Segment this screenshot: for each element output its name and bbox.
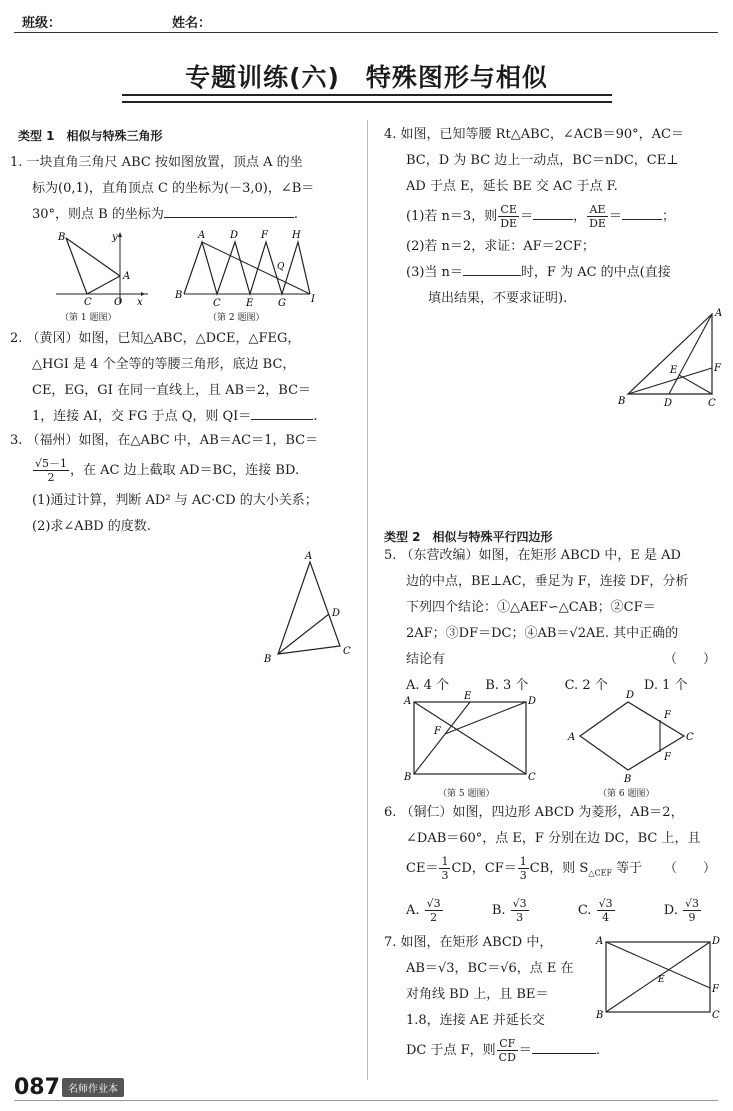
figure-2 [172, 228, 322, 310]
q5-line2: 边的中点，BE⊥AC，垂足为 F，连接 DF，分析 [406, 574, 689, 589]
svg-text:F: F [434, 726, 441, 737]
q4-frac-ae-de: $\frac{AE}{DE}$ [589, 203, 606, 230]
footer-rule [14, 1100, 718, 1101]
q4-sub1-a: (1)若 n＝3，则 [406, 209, 498, 224]
q1-answer-blank[interactable] [164, 203, 294, 218]
q4-answer-blank-2[interactable] [622, 205, 662, 220]
q5-option-a[interactable]: A. 4 个 [406, 678, 450, 693]
q4-eq1: ＝ [520, 209, 534, 224]
svg-text:F: F [664, 752, 671, 763]
q2-number: 2. [10, 331, 23, 346]
q6-line3-b: CD，CF＝ [451, 861, 517, 876]
svg-text:A: A [568, 732, 576, 743]
q4-sub3-c: 填出结果，不要求证明). [428, 291, 568, 306]
svg-text:E: E [246, 298, 254, 309]
name-label: 姓名： [172, 16, 212, 31]
q1-line2: 标为(0,1)，直角顶点 C 的坐标为(－3,0)，∠B＝ [32, 181, 315, 196]
svg-text:A: A [305, 551, 313, 562]
figure-2-caption: （第 2 题图） [208, 313, 265, 323]
q4-line3: AD 于点 E，延长 BE 交 AC 于点 F. [406, 179, 618, 194]
svg-text:F: F [261, 230, 268, 241]
q5-option-b[interactable]: B. 3 个 [485, 678, 529, 693]
q5-answer-paren[interactable]: （ ） [663, 652, 716, 667]
q7-line4: 1.8，连接 AE 并延长交 [406, 1013, 545, 1028]
page-number: 087 [14, 1075, 60, 1100]
section-heading-1: 类型 1 相似与特殊三角形 [18, 129, 163, 143]
svg-text:C: C [708, 398, 716, 409]
q4-eq2: ＝ [608, 209, 622, 224]
svg-text:B: B [264, 654, 272, 665]
q4-sub3-b: 时，F 为 AC 的中点(直接 [520, 265, 671, 280]
title-underline [122, 94, 612, 103]
question-5 [384, 543, 716, 699]
svg-text:A: A [123, 271, 131, 282]
figure-5 [398, 690, 538, 784]
q4-comma: ， [573, 209, 587, 224]
q5-option-d[interactable]: D. 1 个 [643, 678, 688, 693]
q7-fraction: $\frac{CF}{CD}$ [498, 1037, 516, 1064]
svg-text:D: D [230, 230, 239, 241]
q3-line1: （福州）如图，在△ABC 中，AB＝AC＝1，BC＝ [26, 433, 319, 448]
q2-line2: △HGI 是 4 个全等的等腰三角形，底边 BC， [32, 357, 296, 372]
figure-5-caption: （第 5 题图） [438, 789, 495, 799]
svg-text:F: F [712, 984, 719, 995]
q1-line1: 一块直角三角尺 ABC 按如图放置，顶点 A 的坐 [26, 155, 303, 170]
question-1: 1. 一块直角三角尺 ABC 按如图放置，顶点 A 的坐 标为(0,1)，直角顶点 C 的坐标为(－3,0)，∠B＝ 30°，则点 B 的坐标为 . [10, 155, 315, 222]
svg-text:A: A [198, 230, 206, 241]
q2-line3: CE，EG，GI 在同一直线上，且 AB＝2，BC＝ [32, 383, 312, 398]
svg-text:C: C [343, 646, 351, 657]
svg-text:B: B [596, 1010, 604, 1021]
q5-line3: 下列四个结论：①△AEF∽△CAB；②CF＝ [406, 600, 656, 615]
q7-line1: 如图，在矩形 ABCD 中， [400, 935, 553, 950]
q4-sub2: (2)若 n＝2，求证：AF＝2CF； [406, 239, 595, 254]
svg-text:C: C [213, 298, 221, 309]
svg-text:A: A [404, 696, 412, 707]
q4-line1: 如图，已知等腰 Rt△ABC，∠ACB＝90°，AC＝ [400, 127, 684, 142]
q4-sub3-a: (3)当 n＝ [406, 265, 463, 280]
svg-text:C: C [528, 772, 536, 783]
q6-option-d[interactable]: D. $\frac{√3}{9}$ [663, 896, 699, 924]
figure-4 [614, 306, 729, 410]
q3-number: 3. [10, 433, 23, 448]
svg-text:D: D [664, 398, 673, 409]
figure-3 [258, 550, 358, 665]
q4-line2: BC，D 为 BC 边上一动点，BC＝nDC，CE⊥ [406, 153, 679, 168]
svg-text:A: A [715, 308, 723, 319]
svg-text:B: B [618, 396, 626, 407]
svg-text:E: E [670, 365, 678, 376]
q5-line4: 2AF；③DF＝DC；④AB＝√2AE. 其中正确的 [406, 626, 679, 641]
svg-text:y: y [112, 232, 118, 243]
header-rule [14, 32, 718, 33]
svg-text:A: A [596, 936, 604, 947]
svg-text:G: G [278, 298, 286, 309]
svg-text:B: B [58, 232, 66, 243]
figure-6 [560, 688, 700, 784]
svg-text:C: C [712, 1010, 720, 1021]
svg-text:O: O [114, 297, 123, 308]
q3-line2: ，在 AC 边上截取 AD＝BC，连接 BD. [70, 463, 300, 478]
q1-line3: 30°，则点 B 的坐标为 [32, 207, 164, 222]
q5-line5: 结论有 [406, 652, 446, 667]
q6-option-a[interactable]: A. $\frac{√3}{2}$ [406, 896, 441, 924]
q2-answer-blank[interactable] [251, 405, 313, 420]
q4-semicolon: ； [661, 209, 675, 224]
q6-option-c[interactable]: C. $\frac{√3}{4}$ [577, 896, 613, 924]
q6-line2: ∠DAB＝60°，点 E，F 分别在边 DC，BC 上，且 [406, 831, 701, 846]
q6-line1: （铜仁）如图，四边形 ABCD 为菱形，AB＝2， [400, 805, 684, 820]
q6-line3-a: CE＝ [406, 861, 439, 876]
svg-text:H: H [292, 230, 301, 241]
question-6 [384, 800, 716, 931]
svg-text:x: x [137, 297, 143, 308]
svg-text:B: B [175, 290, 183, 301]
svg-text:D: D [528, 696, 537, 707]
svg-text:I: I [311, 294, 315, 305]
svg-text:D: D [626, 690, 635, 701]
q2-line1: （黄冈）如图，已知△ABC，△DCE，△FEG， [26, 331, 301, 346]
svg-text:D: D [712, 936, 721, 947]
q4-number: 4. [384, 127, 397, 142]
q7-line5-a: DC 于点 F，则 [406, 1043, 496, 1058]
q5-line1: （东营改编）如图，在矩形 ABCD 中，E 是 AD [400, 548, 681, 563]
q7-line5-b: ＝ [518, 1043, 532, 1058]
q3-fraction: $\frac{√5-1}{2}$ [35, 457, 68, 484]
svg-text:C: C [686, 732, 694, 743]
figure-1-caption: （第 1 题图） [60, 313, 117, 323]
svg-text:F: F [664, 710, 671, 721]
svg-text:E: E [464, 691, 472, 702]
q6-number: 6. [384, 805, 397, 820]
svg-text:F: F [714, 363, 721, 374]
footer-brand-tag: 名师作业本 [62, 1078, 124, 1097]
figure-1 [52, 228, 152, 310]
q7-answer-blank[interactable] [532, 1039, 596, 1054]
q3-sub2: (2)求∠ABD 的度数. [32, 519, 151, 534]
q3-sub1: (1)通过计算，判断 AD² 与 AC·CD 的大小关系； [32, 493, 318, 508]
q7-number: 7. [384, 935, 397, 950]
q6-area-subscript: △CEF [588, 868, 612, 878]
q7-line2: AB＝√3，BC＝√6，点 E 在 [406, 961, 574, 976]
question-3 [10, 428, 318, 540]
question-4 [384, 122, 684, 312]
q6-option-b[interactable]: B. $\frac{√3}{3}$ [491, 896, 527, 924]
svg-text:Q: Q [277, 262, 285, 272]
svg-text:B: B [624, 774, 632, 784]
svg-text:C: C [84, 297, 92, 308]
q6-frac-2: $\frac{1}{3}$ [519, 855, 527, 882]
q2-line4: 1，连接 AI，交 FG 于点 Q，则 QI＝ [32, 409, 252, 424]
q4-frac-ce-de: $\frac{CE}{DE}$ [500, 203, 518, 230]
figure-6-caption: （第 6 题图） [598, 789, 655, 799]
svg-text:E: E [658, 975, 665, 985]
class-label: 班级： [22, 16, 62, 31]
column-divider [367, 120, 368, 1080]
q5-option-c[interactable]: C. 2 个 [564, 678, 608, 693]
svg-text:D: D [332, 608, 341, 619]
page-title: 专题训练(六) 特殊图形与相似 [185, 63, 548, 92]
q5-number: 5. [384, 548, 397, 563]
figure-7 [592, 932, 726, 1024]
q4-answer-blank-3[interactable] [463, 261, 521, 276]
q6-frac-1: $\frac{1}{3}$ [441, 855, 449, 882]
q6-answer-paren[interactable]: （ ） [663, 861, 716, 876]
question-2: 2. （黄冈）如图，已知△ABC，△DCE，△FEG， △HGI 是 4 个全等的等腰三角形，底边 BC， CE，EG，GI 在同一直线上，且 AB＝2，BC＝ 1，连接 AI，交 FG 于点 Q，则 QI＝ . [10, 331, 318, 424]
q7-line3: 对角线 BD 上，且 BE＝ [406, 987, 549, 1002]
question-7: 7. 如图，在矩形 ABCD 中， AB＝√3，BC＝√6，点 E 在 对角线 BD 上，且 BE＝ 1.8，连接 AE 并延长交 DC 于点 F，则 $\frac{CF}{CD}$ ＝ . [384, 935, 601, 1064]
q6-line3-d: 等于 [612, 861, 643, 876]
q4-answer-blank-1[interactable] [533, 205, 573, 220]
svg-text:B: B [404, 772, 412, 783]
q6-line3-c: CB，则 S [529, 861, 589, 876]
q1-number: 1. [10, 155, 23, 170]
section-heading-2: 类型 2 相似与特殊平行四边形 [384, 530, 553, 544]
